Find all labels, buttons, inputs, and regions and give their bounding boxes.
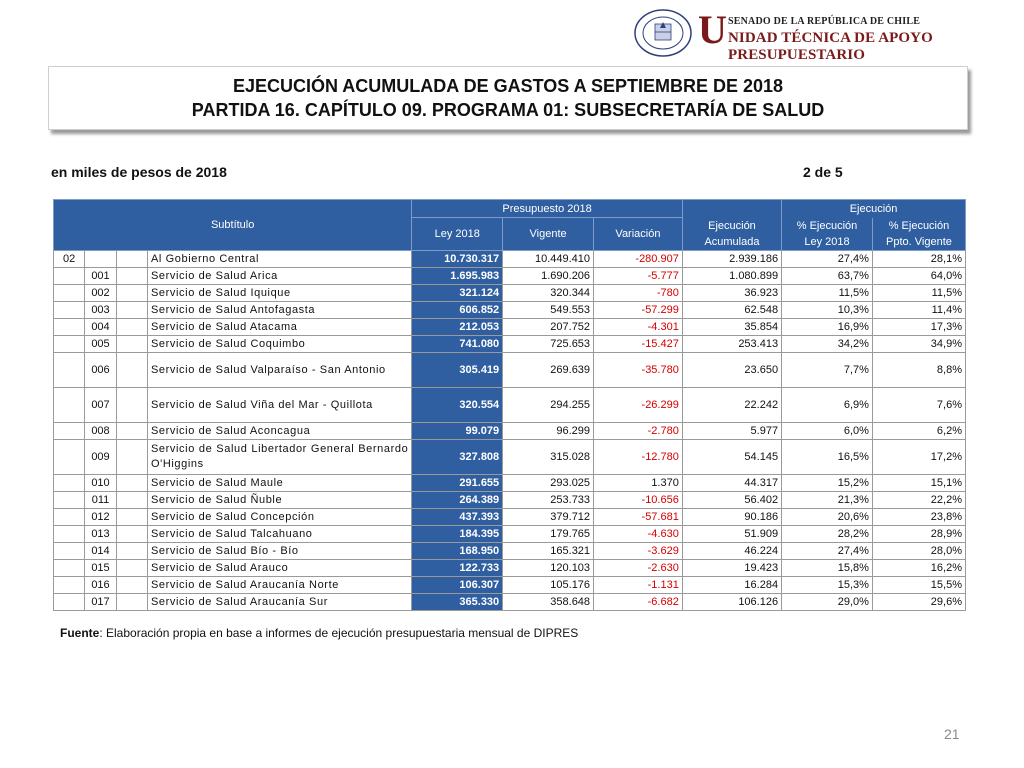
cell-spacer bbox=[116, 285, 147, 302]
cell-code-1 bbox=[54, 336, 85, 353]
table-row bbox=[54, 594, 966, 611]
header-variacion: Variación bbox=[594, 218, 683, 251]
cell-vigente: 269.639 bbox=[503, 353, 594, 388]
cell-pct-vigente: 34,9% bbox=[872, 336, 965, 353]
cell-ley: 10.730.317 bbox=[412, 251, 503, 268]
cell-name: Servicio de Salud Araucanía Norte bbox=[147, 577, 411, 594]
cell-ejecucion: 1.080.899 bbox=[682, 268, 781, 285]
cell-pct-vigente: 11,5% bbox=[872, 285, 965, 302]
cell-code-2: 007 bbox=[85, 388, 116, 423]
cell-pct-ley: 21,3% bbox=[782, 492, 873, 509]
cell-ejecucion: 106.126 bbox=[682, 594, 781, 611]
cell-vigente: 165.321 bbox=[503, 543, 594, 560]
cell-name: Servicio de Salud Maule bbox=[147, 475, 411, 492]
cell-vigente: 96.299 bbox=[503, 423, 594, 440]
brand-initial: U bbox=[698, 7, 727, 52]
header-ley: Ley 2018 bbox=[412, 218, 503, 251]
cell-name: Servicio de Salud Coquimbo bbox=[147, 336, 411, 353]
cell-ley: 212.053 bbox=[412, 319, 503, 336]
cell-code-2: 010 bbox=[85, 475, 116, 492]
cell-variacion: -57.681 bbox=[594, 509, 683, 526]
cell-ejecucion: 90.186 bbox=[682, 509, 781, 526]
header-ejecucion-top: Ejecución bbox=[682, 218, 781, 234]
table-row bbox=[54, 268, 966, 285]
cell-pct-vigente: 17,3% bbox=[872, 319, 965, 336]
cell-variacion: -26.299 bbox=[594, 388, 683, 423]
cell-code-2: 015 bbox=[85, 560, 116, 577]
cell-code-2: 001 bbox=[85, 268, 116, 285]
cell-spacer bbox=[116, 475, 147, 492]
cell-pct-vigente: 29,6% bbox=[872, 594, 965, 611]
cell-variacion: -3.629 bbox=[594, 543, 683, 560]
cell-ley: 106.307 bbox=[412, 577, 503, 594]
table-row bbox=[54, 423, 966, 440]
table-row bbox=[54, 302, 966, 319]
cell-spacer bbox=[116, 302, 147, 319]
cell-code-2: 002 bbox=[85, 285, 116, 302]
table-row bbox=[54, 543, 966, 560]
header-ejecucion-bottom: Acumulada bbox=[682, 234, 781, 251]
cell-variacion: -6.682 bbox=[594, 594, 683, 611]
cell-variacion: -12.780 bbox=[594, 440, 683, 475]
cell-spacer bbox=[116, 268, 147, 285]
cell-variacion: -15.427 bbox=[594, 336, 683, 353]
cell-code-2 bbox=[85, 251, 116, 268]
cell-code-2: 014 bbox=[85, 543, 116, 560]
cell-code-1 bbox=[54, 509, 85, 526]
cell-vigente: 1.690.206 bbox=[503, 268, 594, 285]
cell-vigente: 379.712 bbox=[503, 509, 594, 526]
cell-name: Servicio de Salud Antofagasta bbox=[147, 302, 411, 319]
cell-pct-vigente: 17,2% bbox=[872, 440, 965, 475]
cell-ley: 365.330 bbox=[412, 594, 503, 611]
cell-variacion: -4.301 bbox=[594, 319, 683, 336]
cell-ley: 99.079 bbox=[412, 423, 503, 440]
cell-ejecucion: 35.854 bbox=[682, 319, 781, 336]
cell-pct-ley: 20,6% bbox=[782, 509, 873, 526]
cell-vigente: 105.176 bbox=[503, 577, 594, 594]
cell-ley: 320.554 bbox=[412, 388, 503, 423]
cell-ley: 122.733 bbox=[412, 560, 503, 577]
cell-code-1 bbox=[54, 388, 85, 423]
cell-code-1 bbox=[54, 526, 85, 543]
cell-code-2: 016 bbox=[85, 577, 116, 594]
senado-seal-logo bbox=[633, 8, 693, 58]
header-pct-vig-bottom: Ppto. Vigente bbox=[872, 234, 965, 251]
cell-code-2: 011 bbox=[85, 492, 116, 509]
cell-code-2: 012 bbox=[85, 509, 116, 526]
cell-code-1 bbox=[54, 268, 85, 285]
cell-variacion: -780 bbox=[594, 285, 683, 302]
cell-pct-vigente: 15,1% bbox=[872, 475, 965, 492]
cell-code-1 bbox=[54, 475, 85, 492]
cell-pct-ley: 15,8% bbox=[782, 560, 873, 577]
cell-variacion: -35.780 bbox=[594, 353, 683, 388]
cell-name: Servicio de Salud Aconcagua bbox=[147, 423, 411, 440]
cell-code-2: 004 bbox=[85, 319, 116, 336]
cell-spacer bbox=[116, 577, 147, 594]
cell-spacer bbox=[116, 336, 147, 353]
cell-code-1 bbox=[54, 560, 85, 577]
cell-spacer bbox=[116, 319, 147, 336]
table-row bbox=[54, 577, 966, 594]
title-line-1: EJECUCIÓN ACUMULADA DE GASTOS A SEPTIEMBRE DE 2018 bbox=[232, 76, 784, 96]
cell-spacer bbox=[116, 492, 147, 509]
cell-vigente: 293.025 bbox=[503, 475, 594, 492]
cell-spacer bbox=[116, 526, 147, 543]
cell-name: Servicio de Salud Bío - Bío bbox=[147, 543, 411, 560]
cell-pct-vigente: 8,8% bbox=[872, 353, 965, 388]
cell-pct-ley: 28,2% bbox=[782, 526, 873, 543]
cell-pct-vigente: 28,1% bbox=[872, 251, 965, 268]
cell-spacer bbox=[116, 594, 147, 611]
cell-code-2: 005 bbox=[85, 336, 116, 353]
cell-ejecucion: 19.423 bbox=[682, 560, 781, 577]
table-row bbox=[54, 251, 966, 268]
table-row bbox=[54, 475, 966, 492]
cell-variacion: -57.299 bbox=[594, 302, 683, 319]
cell-ley: 168.950 bbox=[412, 543, 503, 560]
cell-pct-vigente: 15,5% bbox=[872, 577, 965, 594]
cell-variacion: -2.630 bbox=[594, 560, 683, 577]
cell-name: Servicio de Salud Arica bbox=[147, 268, 411, 285]
cell-code-1 bbox=[54, 302, 85, 319]
header-presupuesto: Presupuesto 2018 bbox=[412, 200, 683, 218]
cell-code-1 bbox=[54, 492, 85, 509]
cell-ley: 305.419 bbox=[412, 353, 503, 388]
table-row bbox=[54, 509, 966, 526]
cell-code-2: 009 bbox=[85, 440, 116, 475]
table-row bbox=[54, 336, 966, 353]
cell-vigente: 207.752 bbox=[503, 319, 594, 336]
brand-line-1: SENADO DE LA REPÚBLICA DE CHILE bbox=[728, 16, 921, 27]
table-row bbox=[54, 492, 966, 509]
cell-spacer bbox=[116, 560, 147, 577]
table-row bbox=[54, 526, 966, 543]
cell-variacion: -4.630 bbox=[594, 526, 683, 543]
cell-ley: 321.124 bbox=[412, 285, 503, 302]
cell-name: Servicio de Salud Viña del Mar - Quillota bbox=[147, 388, 411, 423]
cell-ejecucion: 46.224 bbox=[682, 543, 781, 560]
source-note bbox=[60, 626, 578, 640]
cell-ley: 606.852 bbox=[412, 302, 503, 319]
cell-pct-ley: 11,5% bbox=[782, 285, 873, 302]
cell-vigente: 253.733 bbox=[503, 492, 594, 509]
cell-ejecucion: 5.977 bbox=[682, 423, 781, 440]
table-row bbox=[54, 319, 966, 336]
cell-code-1 bbox=[54, 543, 85, 560]
cell-code-2: 017 bbox=[85, 594, 116, 611]
cell-ley: 184.395 bbox=[412, 526, 503, 543]
cell-spacer bbox=[116, 543, 147, 560]
cell-ejecucion: 51.909 bbox=[682, 526, 781, 543]
cell-ejecucion: 36.923 bbox=[682, 285, 781, 302]
cell-code-1 bbox=[54, 285, 85, 302]
title-box bbox=[48, 66, 968, 130]
table-row bbox=[54, 388, 966, 423]
cell-ejecucion: 16.284 bbox=[682, 577, 781, 594]
cell-pct-ley: 15,3% bbox=[782, 577, 873, 594]
cell-variacion: -280.907 bbox=[594, 251, 683, 268]
cell-name: Servicio de Salud Libertador General Bernardo O'Higgins bbox=[147, 440, 411, 475]
cell-ejecucion: 253.413 bbox=[682, 336, 781, 353]
units-label: en miles de pesos de 2018 bbox=[51, 164, 227, 180]
cell-spacer bbox=[116, 423, 147, 440]
cell-pct-ley: 10,3% bbox=[782, 302, 873, 319]
cell-ejecucion: 22.242 bbox=[682, 388, 781, 423]
cell-ley: 327.808 bbox=[412, 440, 503, 475]
header-ejecucion-group: Ejecución bbox=[782, 200, 966, 218]
cell-code-1 bbox=[54, 319, 85, 336]
cell-ley: 437.393 bbox=[412, 509, 503, 526]
table-row bbox=[54, 560, 966, 577]
header-subtitulo: Subtítulo bbox=[54, 200, 412, 251]
cell-pct-ley: 27,4% bbox=[782, 543, 873, 560]
cell-pct-ley: 29,0% bbox=[782, 594, 873, 611]
cell-code-2: 006 bbox=[85, 353, 116, 388]
cell-variacion: -1.131 bbox=[594, 577, 683, 594]
cell-pct-vigente: 16,2% bbox=[872, 560, 965, 577]
cell-pct-ley: 6,0% bbox=[782, 423, 873, 440]
cell-ley: 1.695.983 bbox=[412, 268, 503, 285]
cell-pct-ley: 16,9% bbox=[782, 319, 873, 336]
cell-vigente: 294.255 bbox=[503, 388, 594, 423]
cell-spacer bbox=[116, 440, 147, 475]
cell-code-2: 008 bbox=[85, 423, 116, 440]
cell-pct-ley: 6,9% bbox=[782, 388, 873, 423]
budget-table bbox=[53, 199, 966, 611]
cell-ejecucion: 62.548 bbox=[682, 302, 781, 319]
slide-number: 21 bbox=[944, 726, 960, 742]
cell-pct-vigente: 23,8% bbox=[872, 509, 965, 526]
cell-pct-vigente: 11,4% bbox=[872, 302, 965, 319]
header-ejecucion-spacer bbox=[682, 200, 781, 218]
cell-pct-ley: 27,4% bbox=[782, 251, 873, 268]
cell-pct-vigente: 6,2% bbox=[872, 423, 965, 440]
cell-code-1 bbox=[54, 423, 85, 440]
cell-vigente: 10.449.410 bbox=[503, 251, 594, 268]
brand-line-2: NIDAD TÉCNICA DE APOYO PRESUPUESTARIO bbox=[728, 30, 933, 63]
title-line-2: PARTIDA 16. CAPÍTULO 09. PROGRAMA 01: SUBSECRETARÍA DE SALUD bbox=[191, 100, 825, 120]
cell-vigente: 120.103 bbox=[503, 560, 594, 577]
cell-ejecucion: 2.939.186 bbox=[682, 251, 781, 268]
cell-name: Servicio de Salud Atacama bbox=[147, 319, 411, 336]
table-row bbox=[54, 285, 966, 302]
cell-pct-ley: 63,7% bbox=[782, 268, 873, 285]
cell-vigente: 315.028 bbox=[503, 440, 594, 475]
header-pct-ley-top: % Ejecución bbox=[782, 218, 873, 234]
cell-ejecucion: 56.402 bbox=[682, 492, 781, 509]
cell-spacer bbox=[116, 251, 147, 268]
cell-vigente: 358.648 bbox=[503, 594, 594, 611]
cell-variacion: -2.780 bbox=[594, 423, 683, 440]
page-indicator: 2 de 5 bbox=[803, 164, 843, 180]
cell-code-1 bbox=[54, 353, 85, 388]
table-row bbox=[54, 440, 966, 475]
header-pct-vig-top: % Ejecución bbox=[872, 218, 965, 234]
cell-variacion: -10.656 bbox=[594, 492, 683, 509]
cell-name: Servicio de Salud Concepción bbox=[147, 509, 411, 526]
cell-name: Servicio de Salud Talcahuano bbox=[147, 526, 411, 543]
cell-name: Servicio de Salud Arauco bbox=[147, 560, 411, 577]
cell-variacion: 1.370 bbox=[594, 475, 683, 492]
header-pct-ley-bottom: Ley 2018 bbox=[782, 234, 873, 251]
cell-pct-ley: 34,2% bbox=[782, 336, 873, 353]
cell-ley: 741.080 bbox=[412, 336, 503, 353]
source-label: Fuente bbox=[60, 626, 100, 640]
cell-name: Servicio de Salud Araucanía Sur bbox=[147, 594, 411, 611]
table-row bbox=[54, 353, 966, 388]
cell-vigente: 179.765 bbox=[503, 526, 594, 543]
cell-code-1 bbox=[54, 440, 85, 475]
cell-ley: 264.389 bbox=[412, 492, 503, 509]
cell-name: Servicio de Salud Iquique bbox=[147, 285, 411, 302]
cell-variacion: -5.777 bbox=[594, 268, 683, 285]
cell-vigente: 320.344 bbox=[503, 285, 594, 302]
cell-pct-ley: 7,7% bbox=[782, 353, 873, 388]
cell-pct-vigente: 64,0% bbox=[872, 268, 965, 285]
cell-pct-vigente: 28,9% bbox=[872, 526, 965, 543]
cell-code-1 bbox=[54, 577, 85, 594]
cell-code-2: 013 bbox=[85, 526, 116, 543]
cell-ley: 291.655 bbox=[412, 475, 503, 492]
utap-brand-logo bbox=[698, 7, 1018, 63]
cell-code-1 bbox=[54, 594, 85, 611]
cell-spacer bbox=[116, 509, 147, 526]
cell-spacer bbox=[116, 388, 147, 423]
cell-name: Al Gobierno Central bbox=[147, 251, 411, 268]
cell-vigente: 725.653 bbox=[503, 336, 594, 353]
cell-ejecucion: 54.145 bbox=[682, 440, 781, 475]
cell-name: Servicio de Salud Ñuble bbox=[147, 492, 411, 509]
cell-pct-vigente: 28,0% bbox=[872, 543, 965, 560]
cell-pct-ley: 15,2% bbox=[782, 475, 873, 492]
cell-code-1: 02 bbox=[54, 251, 85, 268]
cell-vigente: 549.553 bbox=[503, 302, 594, 319]
cell-pct-ley: 16,5% bbox=[782, 440, 873, 475]
cell-pct-vigente: 22,2% bbox=[872, 492, 965, 509]
cell-code-2: 003 bbox=[85, 302, 116, 319]
cell-ejecucion: 23.650 bbox=[682, 353, 781, 388]
header-vigente: Vigente bbox=[503, 218, 594, 251]
source-text: : Elaboración propia en base a informes de ejecución presupuestaria mensual de DIPRES bbox=[99, 626, 579, 640]
cell-ejecucion: 44.317 bbox=[682, 475, 781, 492]
cell-pct-vigente: 7,6% bbox=[872, 388, 965, 423]
cell-spacer bbox=[116, 353, 147, 388]
cell-name: Servicio de Salud Valparaíso - San Antonio bbox=[147, 353, 411, 388]
